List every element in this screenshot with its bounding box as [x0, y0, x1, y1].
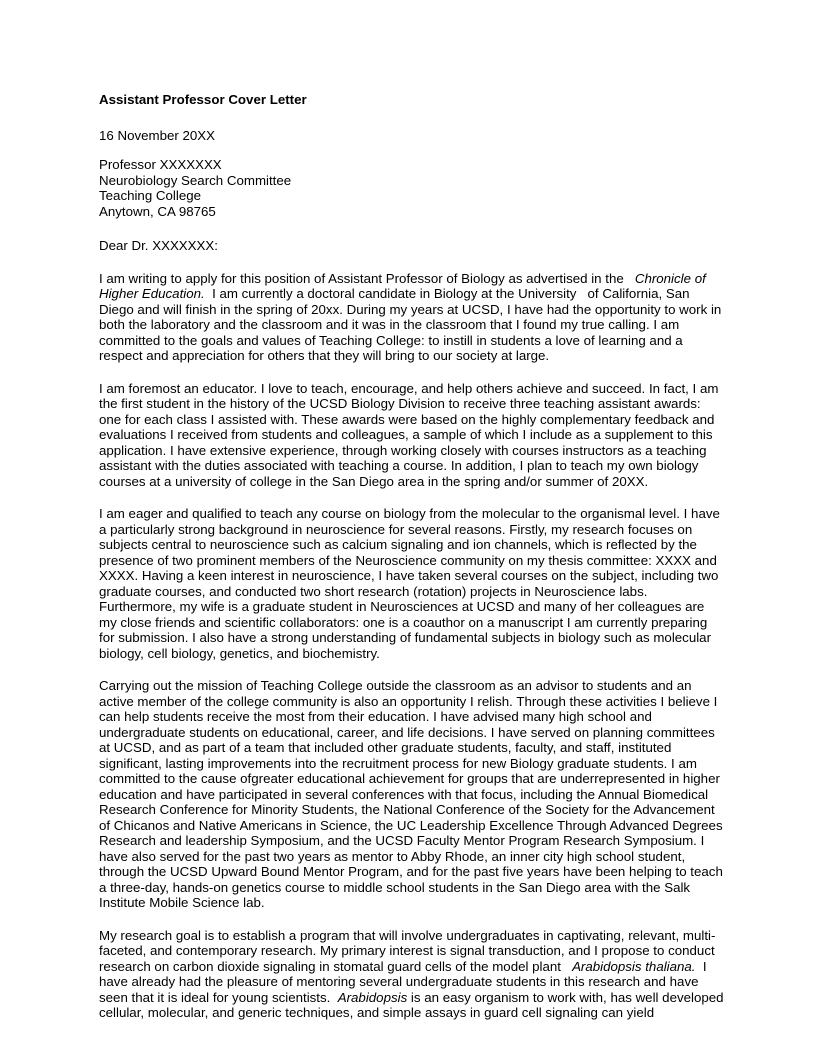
recipient-address-block	[99, 157, 725, 219]
recipient-city-state-zip: Anytown, CA 98765	[99, 203, 216, 219]
paragraph-text: I am writing to apply for this position of Assistant Professor of Biology as advertised in the	[99, 270, 635, 286]
journal-title-italic: Chronicle of Higher Education.	[99, 270, 710, 301]
recipient-institution: Teaching College	[99, 188, 202, 203]
recipient-name: Professor XXXXXXX	[99, 157, 222, 172]
paragraph-service	[99, 678, 725, 911]
species-name-italic: Arabidopsis thaliana.	[572, 958, 696, 974]
paragraph-teaching	[99, 381, 725, 490]
paragraph-research	[99, 927, 728, 1021]
salutation: Dear Dr. XXXXXXX:	[99, 238, 218, 253]
paragraph-qualifications	[99, 506, 725, 661]
paragraph-text: I am foremost an educator. I love to teach, encourage, and help others achieve and succeed. In fact, I am the first student in the history of the UCSD Biology Division to receive three teaching assistant awards: one for each class I assisted with. These awards were based on the highly complementary feedback and evaluations I received from students and colleagues, a sample of which I include as a supplement to this application. I have extensive experience, through working closely with courses instructors as a teaching assistant with the duties associated with teaching a course. In addition, I plan to teach my own biology courses at a university of college in the San Diego area in the spring and/or summer of 20XX.	[99, 380, 723, 489]
paragraph-text: is an easy organism to work with, has well developed cellular, molecular, and generic techniques, and simple assays in guard cell signaling can yield	[99, 989, 728, 1020]
letter-title: Assistant Professor Cover Letter	[99, 92, 307, 107]
letter-date: 16 November 20XX	[99, 127, 216, 143]
paragraph-text: Carrying out the mission of Teaching College outside the classroom as an advisor to students and an active member of the college community is also an opportunity I relish. Through these activities I believe I can help students receive the most from their education. I have advised many high school and undergraduate students on educational, career, and life decisions. I have served on planning committees at UCSD, and as part of a team that included other graduate students, faculty, and staff, instituted significant, lasting improvements into the recruitment process for new Biology graduate students. I am committed to the cause ofgreater educational achievement for groups that are underrepresented in higher education and have participated in several conferences with that focus, including the Annual Biomedical Research Conference for Minority Students, the National Conference of the Society for the Advancement of Chicanos and Native Americans in Science, the UC Leadership Excellence Through Advanced Degrees Research and leadership Symposium, and the UCSD Faculty Mentor Program Research Symposium. I have also served for the past two years as mentor to Abby Rhode, an inner city high school student, through the UCSD Upward Bound Mentor Program, and for the past five years have been helping to teach a three-day, hands-on genetics course to middle school students in the San Diego area with the Salk Institute Mobile Science lab.	[99, 678, 727, 910]
paragraph-introduction	[99, 271, 725, 364]
recipient-committee: Neurobiology Search Committee	[99, 172, 292, 188]
paragraph-text: I am eager and qualified to teach any course on biology from the molecular to the organismal level. I have a particularly strong background in neuroscience for several reasons. Firstly, my research focuses on subjects central to neuroscience such as calcium signaling and ion channels, which is reflected by the presence of two prominent members of the Neuroscience community on my thesis committee: XXXX and XXXX. Having a keen interest in neuroscience, I have taken several courses on the subject, including two graduate courses, and conducted two short research (rotation) projects in Neuroscience labs. Furthermore, my wife is a graduate student in Neurosciences at UCSD and many of her colleagues are my close friends and scientific collaborators: one is a coauthor on a manuscript I am currently preparing for submission. I also have a strong understanding of fundamental subjects in biology such as molecular biology, cell biology, genetics, and biochemistry.	[99, 506, 724, 661]
paragraph-text: I have already had the pleasure of mentoring several undergraduate students in this research and have seen that it is ideal for young scientists.	[99, 958, 711, 1005]
paragraph-text: My research goal is to establish a program that will involve undergraduates in captivating, relevant, multi-faceted, and contemporary research. My primary interest is signal transduction, and I propose to conduct research on carbon dioxide signaling in stomatal guard cells of the model plant	[99, 927, 719, 974]
species-name-italic: Arabidopsis	[337, 989, 408, 1005]
paragraph-text: I am currently a doctoral candidate in Biology at the University of California, San Diego and will finish in the spring of 20xx. During my years at UCSD, I have had the opportunity to work in both the laboratory and the classroom and it was in the classroom that I found my true calling. I am committed to the goals and values of Teaching College: to instill in students a love of learning and a respect and appreciation for others that they will bring to our society at large.	[99, 286, 726, 363]
